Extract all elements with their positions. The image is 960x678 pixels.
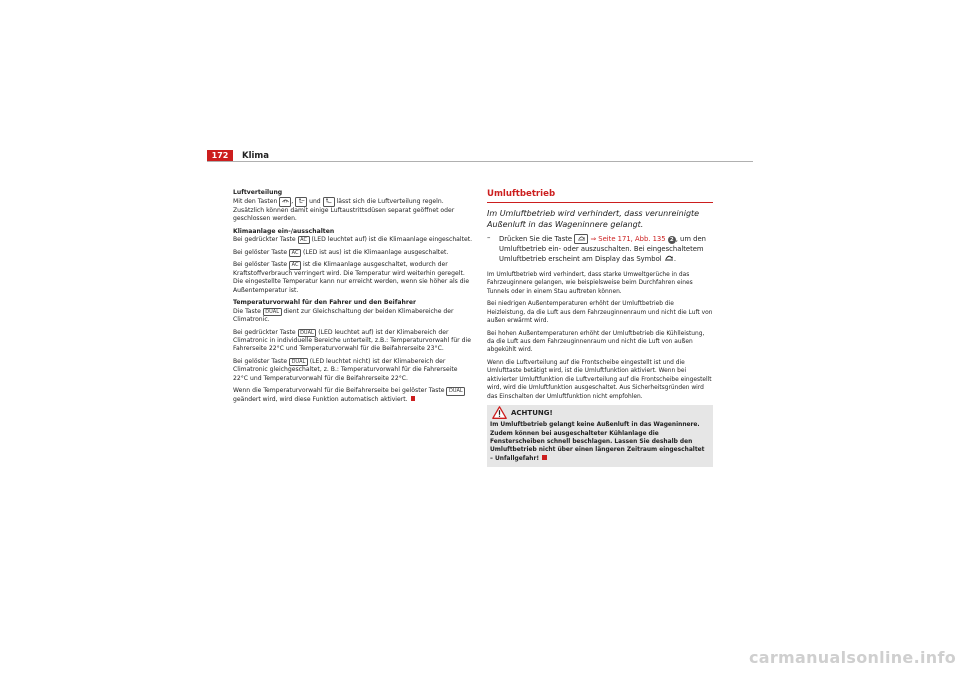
text-run: Die Taste bbox=[233, 307, 261, 315]
section-intro: Im Umluftbetrieb wird verhindert, dass verunreinigte Außenluft in das Wageninnere gelangt. bbox=[487, 209, 700, 229]
luftverteilung-heading: Luftverteilung bbox=[233, 189, 283, 196]
ac-economy-paragraph bbox=[233, 261, 473, 295]
ac-key-label: AC bbox=[289, 249, 301, 257]
body-paragraph: Wenn die Luftverteilung auf die Frontscheibe eingestellt ist und die Umlufttaste betätigt wird, ist die Umluftfunktion aktiviert. Wenn bei aktivierter Umluftfunktion die Luftverteilung auf die Frontscheibe eingestellt wird, wird die Umluftfunktion ausgeschaltet. Aus Sicherheitsgründen wird das Einschalten der Umluftfunktion nicht empfohlen. bbox=[487, 360, 712, 400]
text-run: Drücken Sie die Taste bbox=[499, 235, 573, 243]
figure-badge: 2 bbox=[668, 236, 676, 244]
text-run: Bei gedrückter Taste bbox=[233, 328, 296, 336]
feet-air-icon bbox=[323, 197, 335, 206]
klimaanlage-heading: Klimaanlage ein-/ausschalten bbox=[233, 227, 335, 235]
text-run: , um den Umluftbetrieb ein- oder auszuschalten. Bei eingeschaltetem Umluftbetrieb erscheint am Display das Symbol bbox=[499, 235, 706, 264]
warning-box bbox=[487, 405, 713, 467]
text-run: lässt sich die Luftverteilung regeln. Zusätzlich können damit einige Luftaustrittsdüsen separat geöffnet oder geschlossen werden. bbox=[233, 198, 455, 223]
body-paragraph: Im Umluftbetrieb wird verhindert, dass starke Umweltgerüche in das Fahrzeuginnere gelangen, wie beispielsweise beim Durchfahren eines Tunnels oder in einem Stau auftreten können. bbox=[487, 271, 693, 295]
text-run: ist die Klimaanlage ausgeschaltet, wodurch der Kraftstoffverbrauch verringert wird. Die Temperatur wird weiterhin geregelt. Die eingestellte Temperatur kann nur erreicht werden, wenn sie höher als die Außentemperatur ist. bbox=[233, 261, 470, 294]
text-run: (LED ist aus) ist die Klimaanlage ausgeschaltet. bbox=[303, 248, 449, 256]
text-run: geändert wird, wird diese Funktion automatisch aktiviert. bbox=[233, 395, 408, 403]
warning-label: ACHTUNG! bbox=[511, 409, 553, 418]
ac-on-paragraph bbox=[233, 236, 473, 244]
text-run: Bei gelöster Taste bbox=[233, 261, 288, 269]
text-run: Bei gedrückter Taste bbox=[233, 236, 296, 244]
dual-key-label: DUAL bbox=[298, 329, 317, 337]
text-run: Im Umluftbetrieb gelangt keine Außenluft in das Wageninnere. Zudem können bei ausgeschalteter Kühlanlage die Fensterscheiben schnell beschlagen. Lassen Sie deshalb den Umluftbetrieb nicht über einen längeren Zeitraum eingeschaltet – Unfallgefahr! bbox=[490, 422, 705, 462]
text-run: (LED leuchtet auf) ist der Klimabereich der Climatronic in individuelle Bereiche unterteilt, z.B.: Temperaturvorwahl für die Fahrerseite 22°C und Temperaturvorwahl für die Beifahrerseite 23°C. bbox=[233, 328, 471, 353]
recirculation-icon bbox=[664, 255, 677, 264]
dual-paragraph bbox=[233, 308, 473, 325]
dual-key-label: DUAL bbox=[446, 387, 465, 395]
text-run: Mit den Tasten bbox=[233, 198, 278, 206]
section-title: Umluftbetrieb bbox=[487, 189, 713, 203]
warning-triangle-icon bbox=[492, 406, 507, 419]
body-paragraph: Bei niedrigen Außentemperaturen erhöht der Umluftbetrieb die Heizleistung, da die Luft aus dem Fahrzeuginnenraum und nicht die Luft von außen erwärmt wird. bbox=[487, 301, 713, 324]
luftverteilung-paragraph bbox=[233, 197, 473, 223]
step-dash: – bbox=[487, 234, 491, 242]
text-run: dient zur Gleichschaltung der beiden Klimabereiche der Climatronic. bbox=[233, 307, 454, 324]
end-of-section-mark bbox=[411, 396, 416, 401]
text-run: Bei gelöster Taste bbox=[233, 248, 288, 256]
recirculation-icon bbox=[574, 234, 588, 244]
text-run: , bbox=[291, 198, 294, 206]
dual-key-label: DUAL bbox=[263, 308, 282, 316]
page-number: 172 bbox=[207, 150, 233, 162]
warning-header bbox=[487, 405, 713, 421]
body-paragraph: Bei hohen Außentemperaturen erhöht der Umluftbetrieb die Kühlleistung, da die Luft aus dem Fahrzeuginnenraum und nicht die Luft von außen abgekühlt wird. bbox=[487, 330, 705, 354]
temperature-heading: Temperaturvorwahl für den Fahrer und den Beifahrer bbox=[233, 299, 416, 307]
instruction-step bbox=[487, 234, 713, 265]
ac-key-label: AC bbox=[289, 261, 301, 269]
text-run: . bbox=[673, 255, 677, 264]
right-column bbox=[487, 189, 713, 467]
warning-text bbox=[487, 421, 713, 467]
header-rule bbox=[207, 161, 753, 162]
page-reference-link[interactable]: ⇒ Seite 171, Abb. 135 bbox=[590, 235, 666, 243]
text-run: und bbox=[309, 198, 321, 206]
ac-off-paragraph bbox=[233, 249, 473, 257]
chapter-title: Klima bbox=[242, 151, 270, 161]
step-text bbox=[499, 234, 713, 265]
ac-key-label: AC bbox=[298, 236, 310, 244]
text-run: Wenn die Temperaturvorwahl für die Beifahrerseite bei gelöster Taste bbox=[233, 387, 445, 395]
end-of-section-mark bbox=[542, 455, 547, 460]
dual-off-paragraph bbox=[233, 358, 473, 383]
left-column bbox=[233, 189, 473, 408]
body-air-icon bbox=[295, 197, 307, 206]
section-body bbox=[487, 271, 713, 401]
dual-change-paragraph bbox=[233, 387, 473, 404]
dual-key-label: DUAL bbox=[289, 358, 308, 366]
watermark: carmanualsonline.info bbox=[748, 648, 956, 667]
text-run: (LED leuchtet auf) ist die Klimaanlage eingeschaltet. bbox=[311, 236, 473, 244]
dual-on-paragraph bbox=[233, 329, 473, 354]
text-run: (LED leuchtet nicht) ist der Klimabereich der Climatronic gleichgeschaltet, z. B.: Temperaturvorwahl für die Fahrerseite 22°C und Temperaturvorwahl für die Beifahrerseite 22°C. bbox=[233, 358, 458, 382]
text-run: Bei gelöster Taste bbox=[233, 358, 288, 366]
windshield-air-icon bbox=[279, 197, 294, 206]
